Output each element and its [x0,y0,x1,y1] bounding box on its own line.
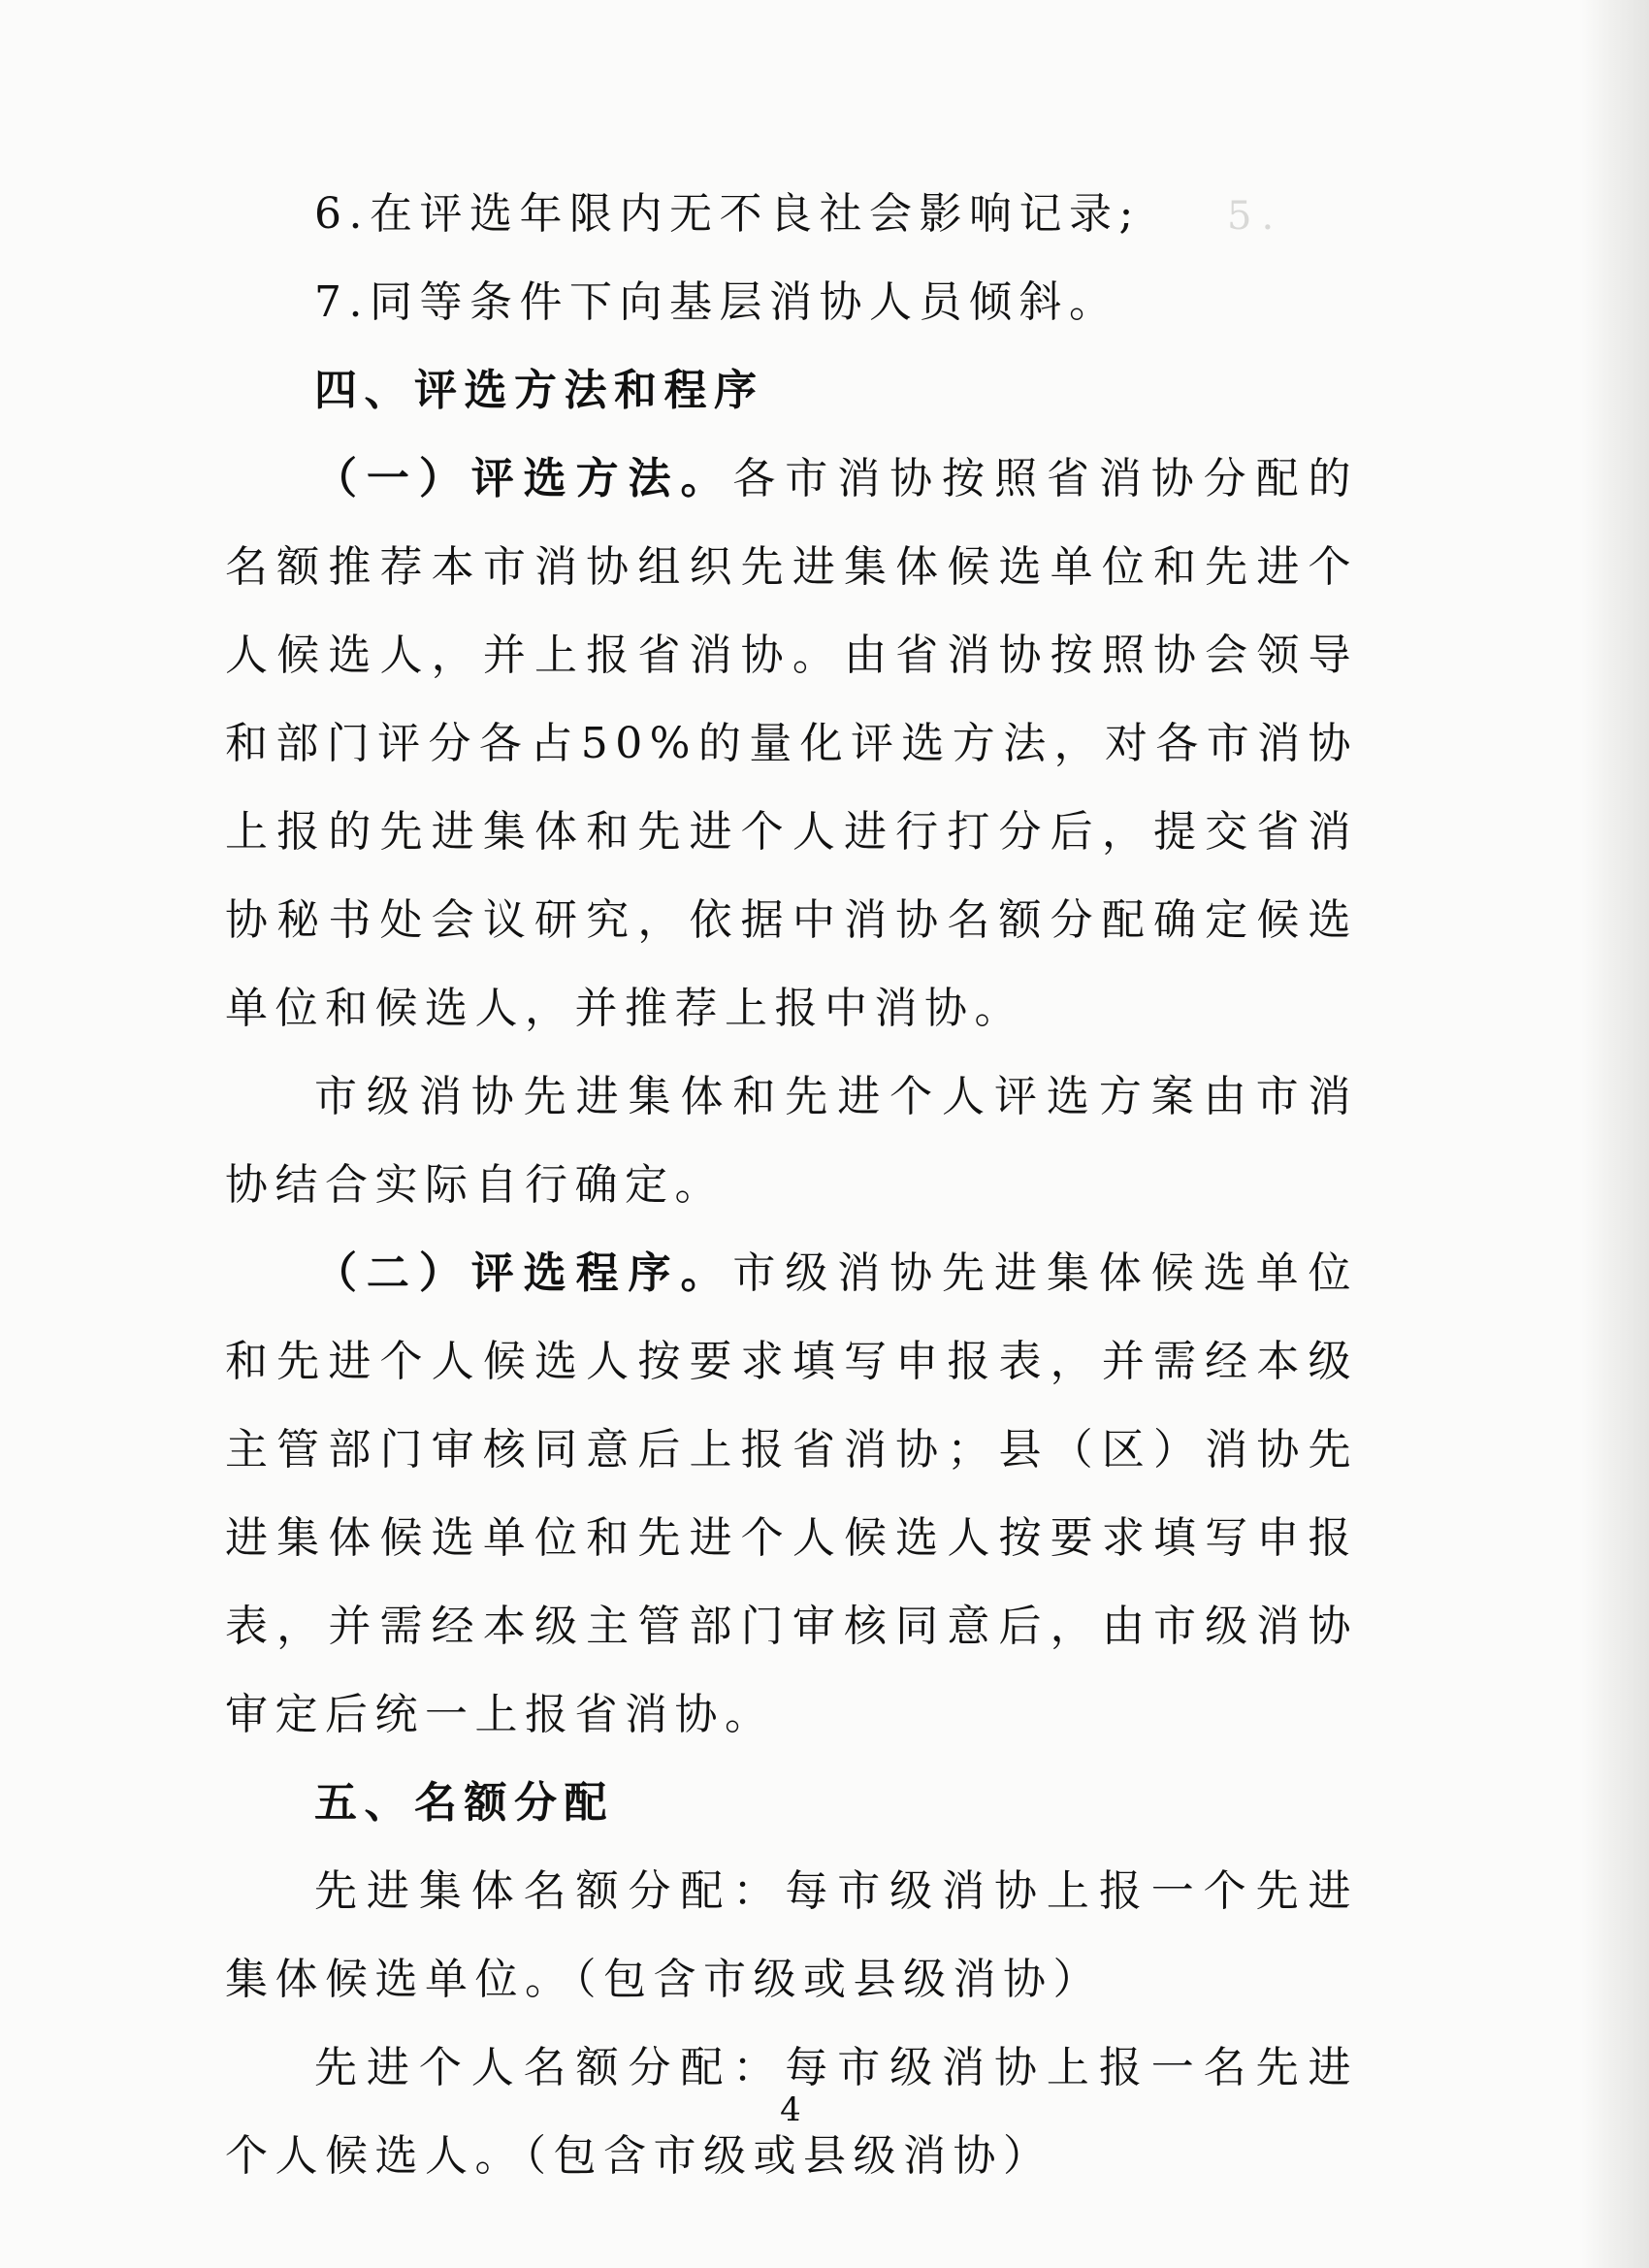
scan-edge-shadow [1581,0,1649,2268]
paragraph-city-plan: 市级消协先进集体和先进个人评选方案由市消协结合实际自行确定。 [225,1072,1358,1210]
section-heading-5: 五、名额分配 [314,1778,614,1828]
page-number: 4 [780,2090,801,2129]
paragraph-text: 市级消协先进集体候选单位和先进个人候选人按要求填写申报表，并需经本级主管部门审核同意后上报省消协；县（区）消协先进集体候选单位和先进个人候选人按要求填写申报表，并需经本级主管部门审核同意后，由市级消协审定后统一上报省消协。 [225,1248,1359,1739]
paragraph-quota-collective: 先进集体名额分配：每市级消协上报一个先进集体候选单位。（包含市级或县级消协） [225,1866,1358,2004]
list-item-7: 7.同等条件下向基层消协人员倾斜。 [314,277,1119,327]
document-page [225,170,1358,2200]
paragraph-selection-procedure [225,1229,1358,1759]
paragraph-quota-individual: 先进个人名额分配：每市级消协上报一名先进个人候选人。（包含市级或县级消协） [225,2043,1358,2181]
section-heading-4: 四、评选方法和程序 [314,366,764,415]
paragraph-selection-method [225,435,1358,1053]
list-item-6: 6.在评选年限内无不良社会影响记录; [314,189,1141,239]
bleed-through-text: 5. [1227,194,1284,239]
paragraph-text: 各市消协按照省消协分配的名额推荐本市消协组织先进集体候选单位和先进个人候选人，并上报省消协。由省消协按照协会领导和部门评分各占50%的量化评选方法，对各市消协上报的先进集体和先进个人进行打分后，提交省消协秘书处会议研究，依据中消协名额分配确定候选单位和候选人，并推荐上报中消协。 [225,454,1359,1033]
subheading-selection-method: （一）评选方法。 [314,454,733,503]
subheading-selection-procedure: （二）评选程序。 [314,1248,733,1298]
